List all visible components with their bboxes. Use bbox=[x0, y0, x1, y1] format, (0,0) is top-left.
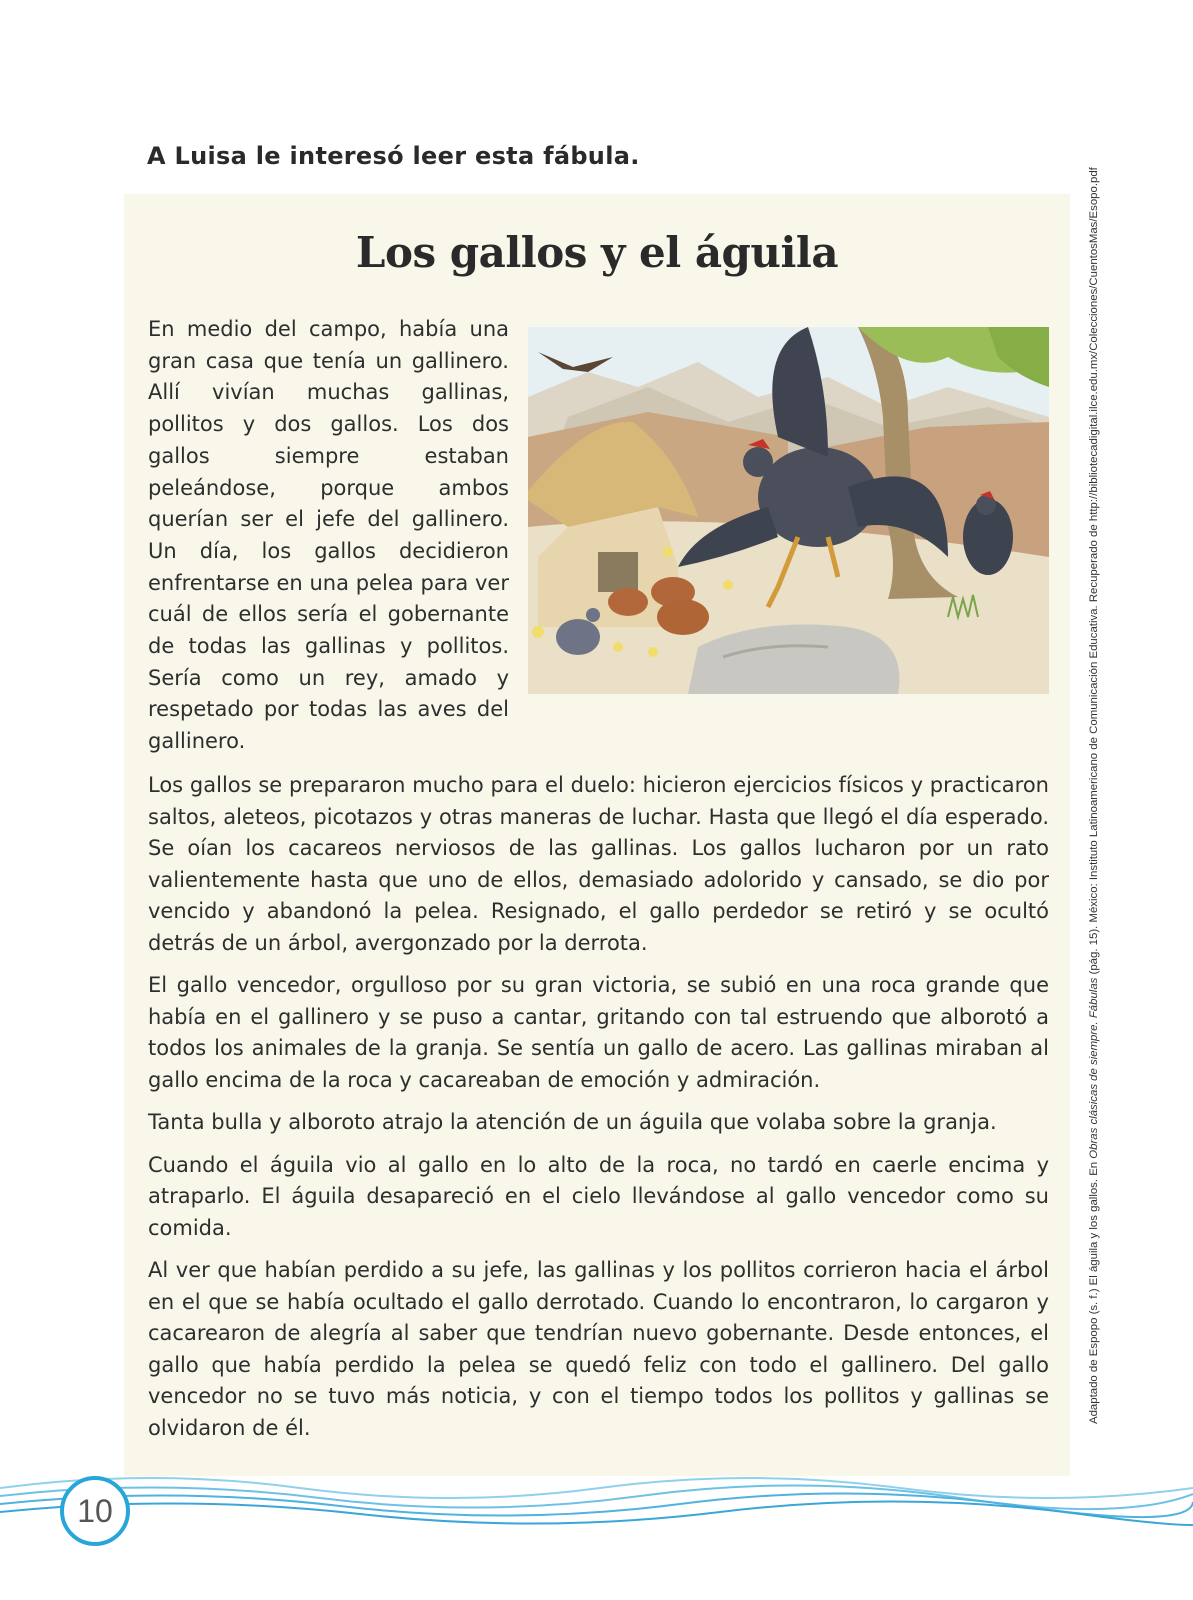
credit-book-title: Obras clásicas de siempre. Fábulas bbox=[1088, 977, 1100, 1159]
fable-paragraph: El gallo vencedor, orgulloso por su gran victoria, se subió en una roca grande que había en el gallinero y se puso a cantar, gritando con tal estruendo que alborotó a todos los animales de la granja. Se sentía un gallo de acero. Las gallinas miraban al gallo encima de la roca y cacareaban de emoción y admiración. bbox=[148, 973, 1049, 1092]
fable-paragraph: Cuando el águila vio al gallo en lo alto de la roca, no tardó en caerle encima y atraparlo. El águila desapareció en el cielo llevándose al gallo vencedor como su comida. bbox=[148, 1152, 1049, 1240]
fable-paragraph: Al ver que habían perdido a su jefe, las gallinas y los pollitos corrieron hacia el árbol en el que se había ocultado el gallo derrotado. Cuando lo encontraron, lo cargaron y cacarearon de alegría al saber que tendrían nuevo gobernante. Desde entonces, el gallo que había perdido la pelea se quedó feliz con todo el gallinero. Del gallo vencedor no se tuvo más noticia, y con el tiempo todos los pollitos y gallinas se olvidaron de él. bbox=[148, 1258, 1049, 1440]
fable-paragraph: Tanta bulla y alboroto atrajo la atención de un águila que volaba sobre la granja. bbox=[148, 1110, 997, 1134]
source-credit bbox=[1088, 167, 1100, 1424]
credit-text: Adaptado de Espopo (s. f.) El águila y los gallos. En bbox=[1088, 1158, 1100, 1424]
fable-illustration bbox=[528, 327, 1049, 694]
fable-opening-paragraph: En medio del campo, había una gran casa que tenía un gallinero. Allí vivían muchas gallinas, pollitos y dos gallos. Los dos gallos siempre estaban peleándose, porque ambos querían ser el jefe del gallinero. Un día, los gallos decidieron enfrentarse en una pelea para ver cuál de ellos sería el gobernante de todas las gallinas y pollitos. Sería como un rey, amado y respetado por todas las aves del gallinero. bbox=[148, 317, 509, 754]
fable-paragraph: Los gallos se prepararon mucho para el duelo: hicieron ejercicios físicos y practicaron saltos, aleteos, picotazos y otras maneras de luchar. Hasta que llegó el día esperado. Se oían los cacareos nerviosos de las gallinas. Los gallos lucharon por un rato valientemente hasta que uno de ellos, demasiado adolorido y cansado, se dio por vencido y abandonó la pelea. Resignado, el gallo perdedor se retiró y se ocultó detrás de un árbol, avergonzado por la derrota. bbox=[148, 773, 1049, 955]
page-number: 10 bbox=[60, 1476, 130, 1546]
fable-title: Los gallos y el águila bbox=[355, 228, 839, 277]
decorative-wave bbox=[0, 1468, 1193, 1528]
fable-body bbox=[148, 770, 1049, 1455]
credit-text: (pág. 15). México: Instituto Latinoamericano de Comunicación Educativa. Recuperado de http://bibliotecadigital.ilce.edu.mx/Colecciones/CuentosMas/Esopo.pdf bbox=[1088, 167, 1100, 978]
intro-sentence: A Luisa le interesó leer esta fábula. bbox=[147, 142, 640, 170]
